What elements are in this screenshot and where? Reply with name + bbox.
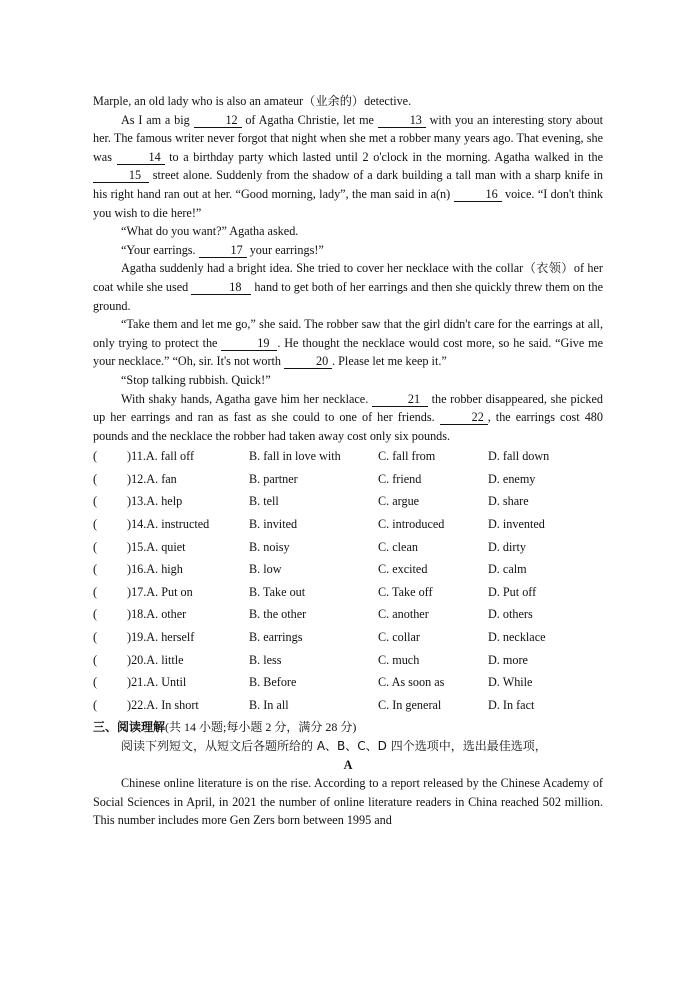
blank-13: 13 — [378, 114, 426, 128]
option-a: )19.A. herself — [127, 630, 195, 645]
option-b: B. Before — [249, 675, 297, 690]
option-b: B. In all — [249, 697, 289, 712]
blank-22: 22 — [440, 411, 488, 425]
option-b: B. earrings — [249, 630, 303, 645]
option-d: D. necklace — [488, 630, 546, 645]
blank-17: 17 — [199, 244, 247, 258]
question-row-17 — [93, 581, 603, 604]
option-c: C. clean — [378, 539, 418, 554]
passage-paragraph-1: As I am a big 12 of Agatha Christie, let me 13 with you an interesting story about her. The famous writer never forgot that night when she met a robber many years ago. That evening, she was 14 to a birthday party which lasted until 2 o'clock in the morning. Agatha walked in the 15 street alone. Suddenly from the shadow of a dark building a tall man with a sharp knife in his right hand ran out at her. “Good morning, lady”, the man said in a(n) 16 voice. “I don't think you wish to die here!” — [93, 112, 603, 220]
option-c: C. argue — [378, 494, 420, 509]
option-d: D. invented — [488, 517, 545, 532]
option-c: C. Take off — [378, 584, 433, 599]
answer-bracket: ( — [93, 584, 98, 599]
option-a: )17.A. Put on — [127, 584, 193, 599]
passage-paragraph-4: Agatha suddenly had a bright idea. She tried to cover her necklace with the collar（衣领）of her coat while she used 18 hand to get both of her earrings and then she quickly threw them on the ground. — [93, 261, 603, 313]
passage-intro-line: Marple, an old lady who is also an amateur（业余的）detective. — [93, 94, 412, 108]
passage-paragraph-7: With shaky hands, Agatha gave him her necklace. 21 the robber disappeared, she picked up her earrings and ran as fast as she could to one of her friends. 22 , the earrings cost 480 pounds and the necklace the robber had taken away cost only six pounds. — [93, 391, 603, 443]
blank-16: 16 — [454, 188, 502, 202]
passage-paragraph-2: “What do you want?” Agatha asked. — [121, 224, 299, 239]
option-a: )13.A. help — [127, 494, 183, 509]
answer-bracket: ( — [93, 675, 98, 690]
option-a: )16.A. high — [127, 562, 183, 577]
option-c: C. much — [378, 652, 420, 667]
option-a: )18.A. other — [127, 607, 187, 622]
option-a: )14.A. instructed — [127, 517, 210, 532]
exam-page — [93, 92, 603, 830]
passage-paragraph-3: “Your earrings. 17 your earrings!” — [121, 242, 324, 257]
option-a: )22.A. In short — [127, 697, 199, 712]
option-b: B. Take out — [249, 584, 306, 599]
answer-bracket: ( — [93, 697, 98, 712]
option-a: )15.A. quiet — [127, 539, 186, 554]
option-d: D. While — [488, 675, 533, 690]
option-b: B. the other — [249, 607, 307, 622]
option-c: C. As soon as — [378, 675, 445, 690]
option-d: D. others — [488, 607, 533, 622]
blank-12: 12 — [194, 114, 242, 128]
answer-bracket: ( — [93, 652, 98, 667]
passage-a-text: Chinese online literature is on the rise. According to a report released by the Chinese Academy of Social Sciences in April, in 2021 the number of online literature readers in China reached 502 million. This number includes more Gen Zers born between 1995 and — [93, 776, 603, 828]
option-c: C. fall from — [378, 449, 436, 464]
question-row-11 — [93, 445, 603, 468]
option-a: )20.A. little — [127, 652, 184, 667]
option-b: B. invited — [249, 517, 298, 532]
option-c: C. collar — [378, 630, 420, 645]
section-3-instruction: 阅读下列短文，从短文后各题所给的 A、B、C、D 四个选项中，选出最佳选项， — [121, 739, 547, 753]
question-row-15 — [93, 536, 603, 559]
answer-bracket: ( — [93, 630, 98, 645]
question-row-14 — [93, 513, 603, 536]
option-b: B. low — [249, 562, 282, 577]
option-b: B. less — [249, 652, 282, 667]
option-d: D. calm — [488, 562, 527, 577]
question-row-12 — [93, 468, 603, 491]
option-d: D. fall down — [488, 449, 550, 464]
blank-15: 15 — [93, 169, 149, 183]
option-c: C. In general — [378, 697, 442, 712]
answer-bracket: ( — [93, 494, 98, 509]
answer-bracket: ( — [93, 562, 98, 577]
answer-bracket: ( — [93, 607, 98, 622]
question-row-16 — [93, 558, 603, 581]
option-a: )11.A. fall off — [127, 449, 195, 464]
option-b: B. fall in love with — [249, 449, 341, 464]
passage-a-label: A — [343, 757, 353, 772]
option-b: B. noisy — [249, 539, 290, 554]
question-row-13 — [93, 490, 603, 513]
option-c: C. excited — [378, 562, 428, 577]
question-row-21 — [93, 671, 603, 694]
question-row-22 — [93, 694, 603, 717]
option-d: D. enemy — [488, 471, 536, 486]
question-list — [93, 445, 603, 716]
blank-21: 21 — [372, 393, 428, 407]
question-row-20 — [93, 649, 603, 672]
question-row-19 — [93, 626, 603, 649]
option-d: D. more — [488, 652, 528, 667]
blank-18: 18 — [191, 281, 251, 295]
option-a: )12.A. fan — [127, 471, 177, 486]
answer-bracket: ( — [93, 539, 98, 554]
answer-bracket: ( — [93, 517, 98, 532]
option-d: D. dirty — [488, 539, 526, 554]
option-c: C. friend — [378, 471, 422, 486]
option-c: C. another — [378, 607, 429, 622]
blank-14: 14 — [117, 151, 165, 165]
option-d: D. Put off — [488, 584, 537, 599]
option-d: D. In fact — [488, 697, 535, 712]
blank-20: 20 — [284, 355, 332, 369]
passage-paragraph-5: “Take them and let me go,” she said. The robber saw that the girl didn't care for the earrings at all, only trying to protect the 19 . He thought the necklace would cost more, so he said. “Give me your necklace.” “Oh, sir. It's not worth 20 . Please let me keep it.” — [93, 317, 603, 369]
option-b: B. partner — [249, 471, 298, 486]
option-d: D. share — [488, 494, 529, 509]
option-c: C. introduced — [378, 517, 445, 532]
passage-paragraph-6: “Stop talking rubbish. Quick!” — [121, 372, 271, 387]
option-b: B. tell — [249, 494, 279, 509]
question-row-18 — [93, 603, 603, 626]
answer-bracket: ( — [93, 471, 98, 486]
blank-19: 19 — [221, 337, 277, 351]
answer-bracket: ( — [93, 449, 98, 464]
option-a: )21.A. Until — [127, 675, 187, 690]
section-3-heading: 三、阅读理解(共 14 小题;每小题 2 分，满分 28 分) — [93, 720, 357, 735]
